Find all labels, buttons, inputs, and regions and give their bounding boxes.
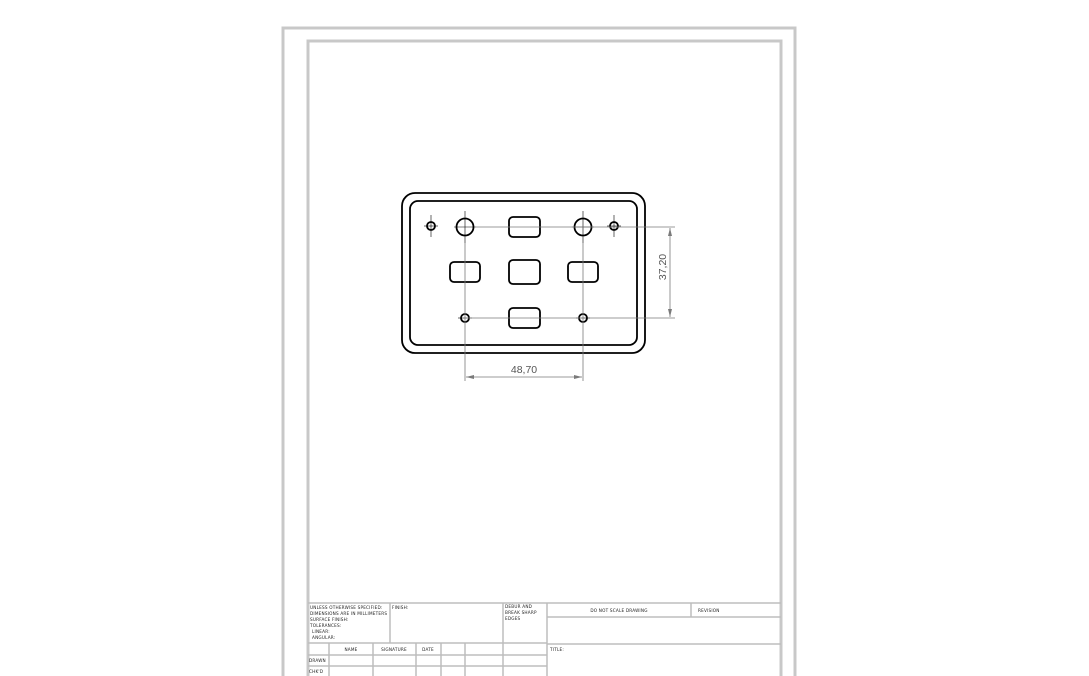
do-not-scale-label: DO NOT SCALE DRAWING — [590, 608, 648, 613]
deburr-label: DEBUR AND — [505, 604, 533, 609]
note-line: TOLERANCES: — [310, 623, 342, 628]
row-label-checked: CHK'D — [309, 669, 324, 674]
inner-outline — [410, 201, 637, 345]
deburr-label: EDGES — [505, 616, 521, 621]
sheet-border — [283, 28, 795, 676]
slot — [509, 260, 540, 284]
dimension-lines — [465, 227, 675, 381]
row-label-drawn: DRAWN — [309, 658, 326, 663]
note-line: LINEAR: — [312, 629, 330, 634]
title-block-notes — [309, 605, 387, 640]
note-line: SURFACE FINISH: — [310, 617, 349, 622]
title-label: TITLE: — [550, 647, 564, 652]
deburr-label: BREAK SHARP — [505, 610, 537, 615]
note-line: DIMENSIONS ARE IN MILLIMETERS — [310, 611, 388, 616]
column-header-signature: SIGNATURE — [381, 647, 407, 652]
finish-label: FINISH: — [392, 605, 409, 610]
note-line: UNLESS OTHERWISE SPECIFIED: — [310, 605, 383, 610]
column-header-name: NAME — [344, 647, 358, 652]
dimension-vertical: 37,20 — [657, 253, 669, 281]
part-view — [402, 193, 645, 353]
column-header-date: DATE — [422, 647, 434, 652]
revision-label: REVISION — [698, 608, 720, 613]
dimension-horizontal: 48,70 — [510, 364, 538, 376]
note-line: ANGULAR: — [312, 635, 336, 640]
